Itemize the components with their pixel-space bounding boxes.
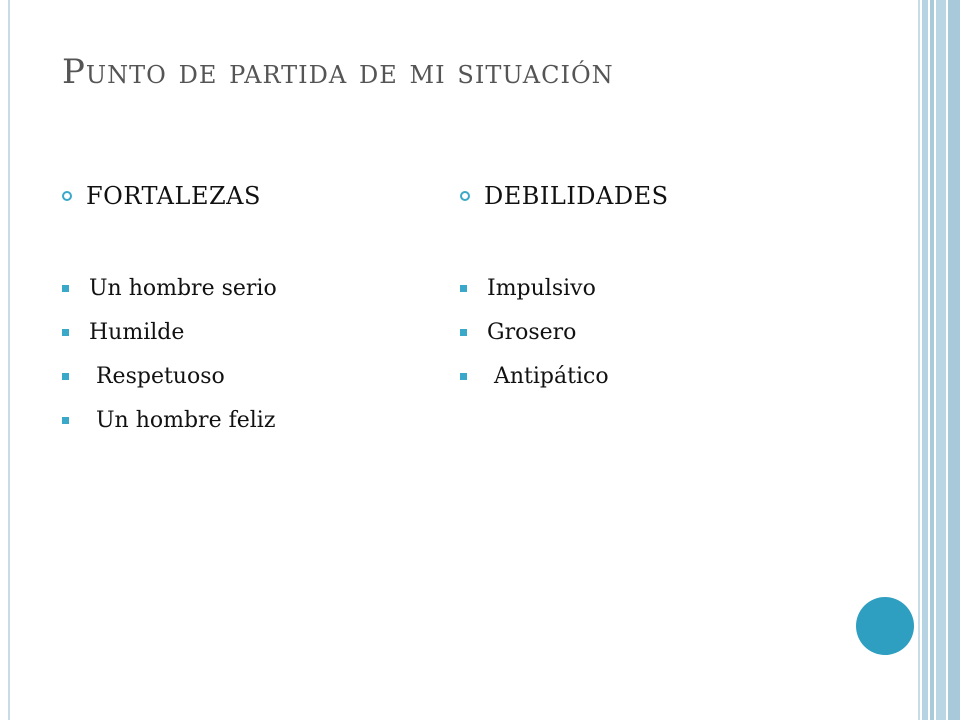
square-bullet-icon — [62, 285, 69, 292]
list-item-label: Respetuoso — [89, 363, 225, 389]
ring-bullet-icon — [62, 191, 72, 201]
weaknesses-list — [460, 266, 669, 398]
strengths-column — [62, 176, 277, 442]
list-item — [62, 398, 277, 442]
strengths-header — [62, 176, 277, 216]
list-item — [62, 266, 277, 310]
decor-stripe-4 — [936, 0, 946, 720]
decor-stripe-1 — [918, 0, 920, 720]
list-item — [62, 310, 277, 354]
weaknesses-column — [460, 176, 669, 398]
decor-stripe-2 — [922, 0, 928, 720]
ring-bullet-icon — [460, 191, 470, 201]
weaknesses-header — [460, 176, 669, 216]
list-item-label: Antipático — [487, 363, 609, 389]
strengths-list — [62, 266, 277, 442]
decor-stripe-3 — [930, 0, 934, 720]
decor-stripe-5 — [948, 0, 960, 720]
strengths-header-label: FORTALEZAS — [86, 182, 261, 210]
list-item-label: Humilde — [89, 319, 185, 345]
weaknesses-header-label: DEBILIDADES — [484, 182, 669, 210]
square-bullet-icon — [62, 329, 69, 336]
list-item — [460, 266, 669, 310]
slide-title: Punto de partida de mi situación — [62, 52, 614, 92]
square-bullet-icon — [62, 373, 69, 380]
list-item-label: Un hombre serio — [89, 275, 277, 301]
list-item — [460, 310, 669, 354]
square-bullet-icon — [62, 417, 69, 424]
square-bullet-icon — [460, 329, 467, 336]
square-bullet-icon — [460, 373, 467, 380]
list-item-label: Un hombre feliz — [89, 407, 276, 433]
list-item-label: Grosero — [487, 319, 577, 345]
list-item — [62, 354, 277, 398]
square-bullet-icon — [460, 285, 467, 292]
list-item-label: Impulsivo — [487, 275, 596, 301]
list-item — [460, 354, 669, 398]
circle-icon — [856, 597, 914, 655]
left-rule-divider — [8, 0, 10, 720]
